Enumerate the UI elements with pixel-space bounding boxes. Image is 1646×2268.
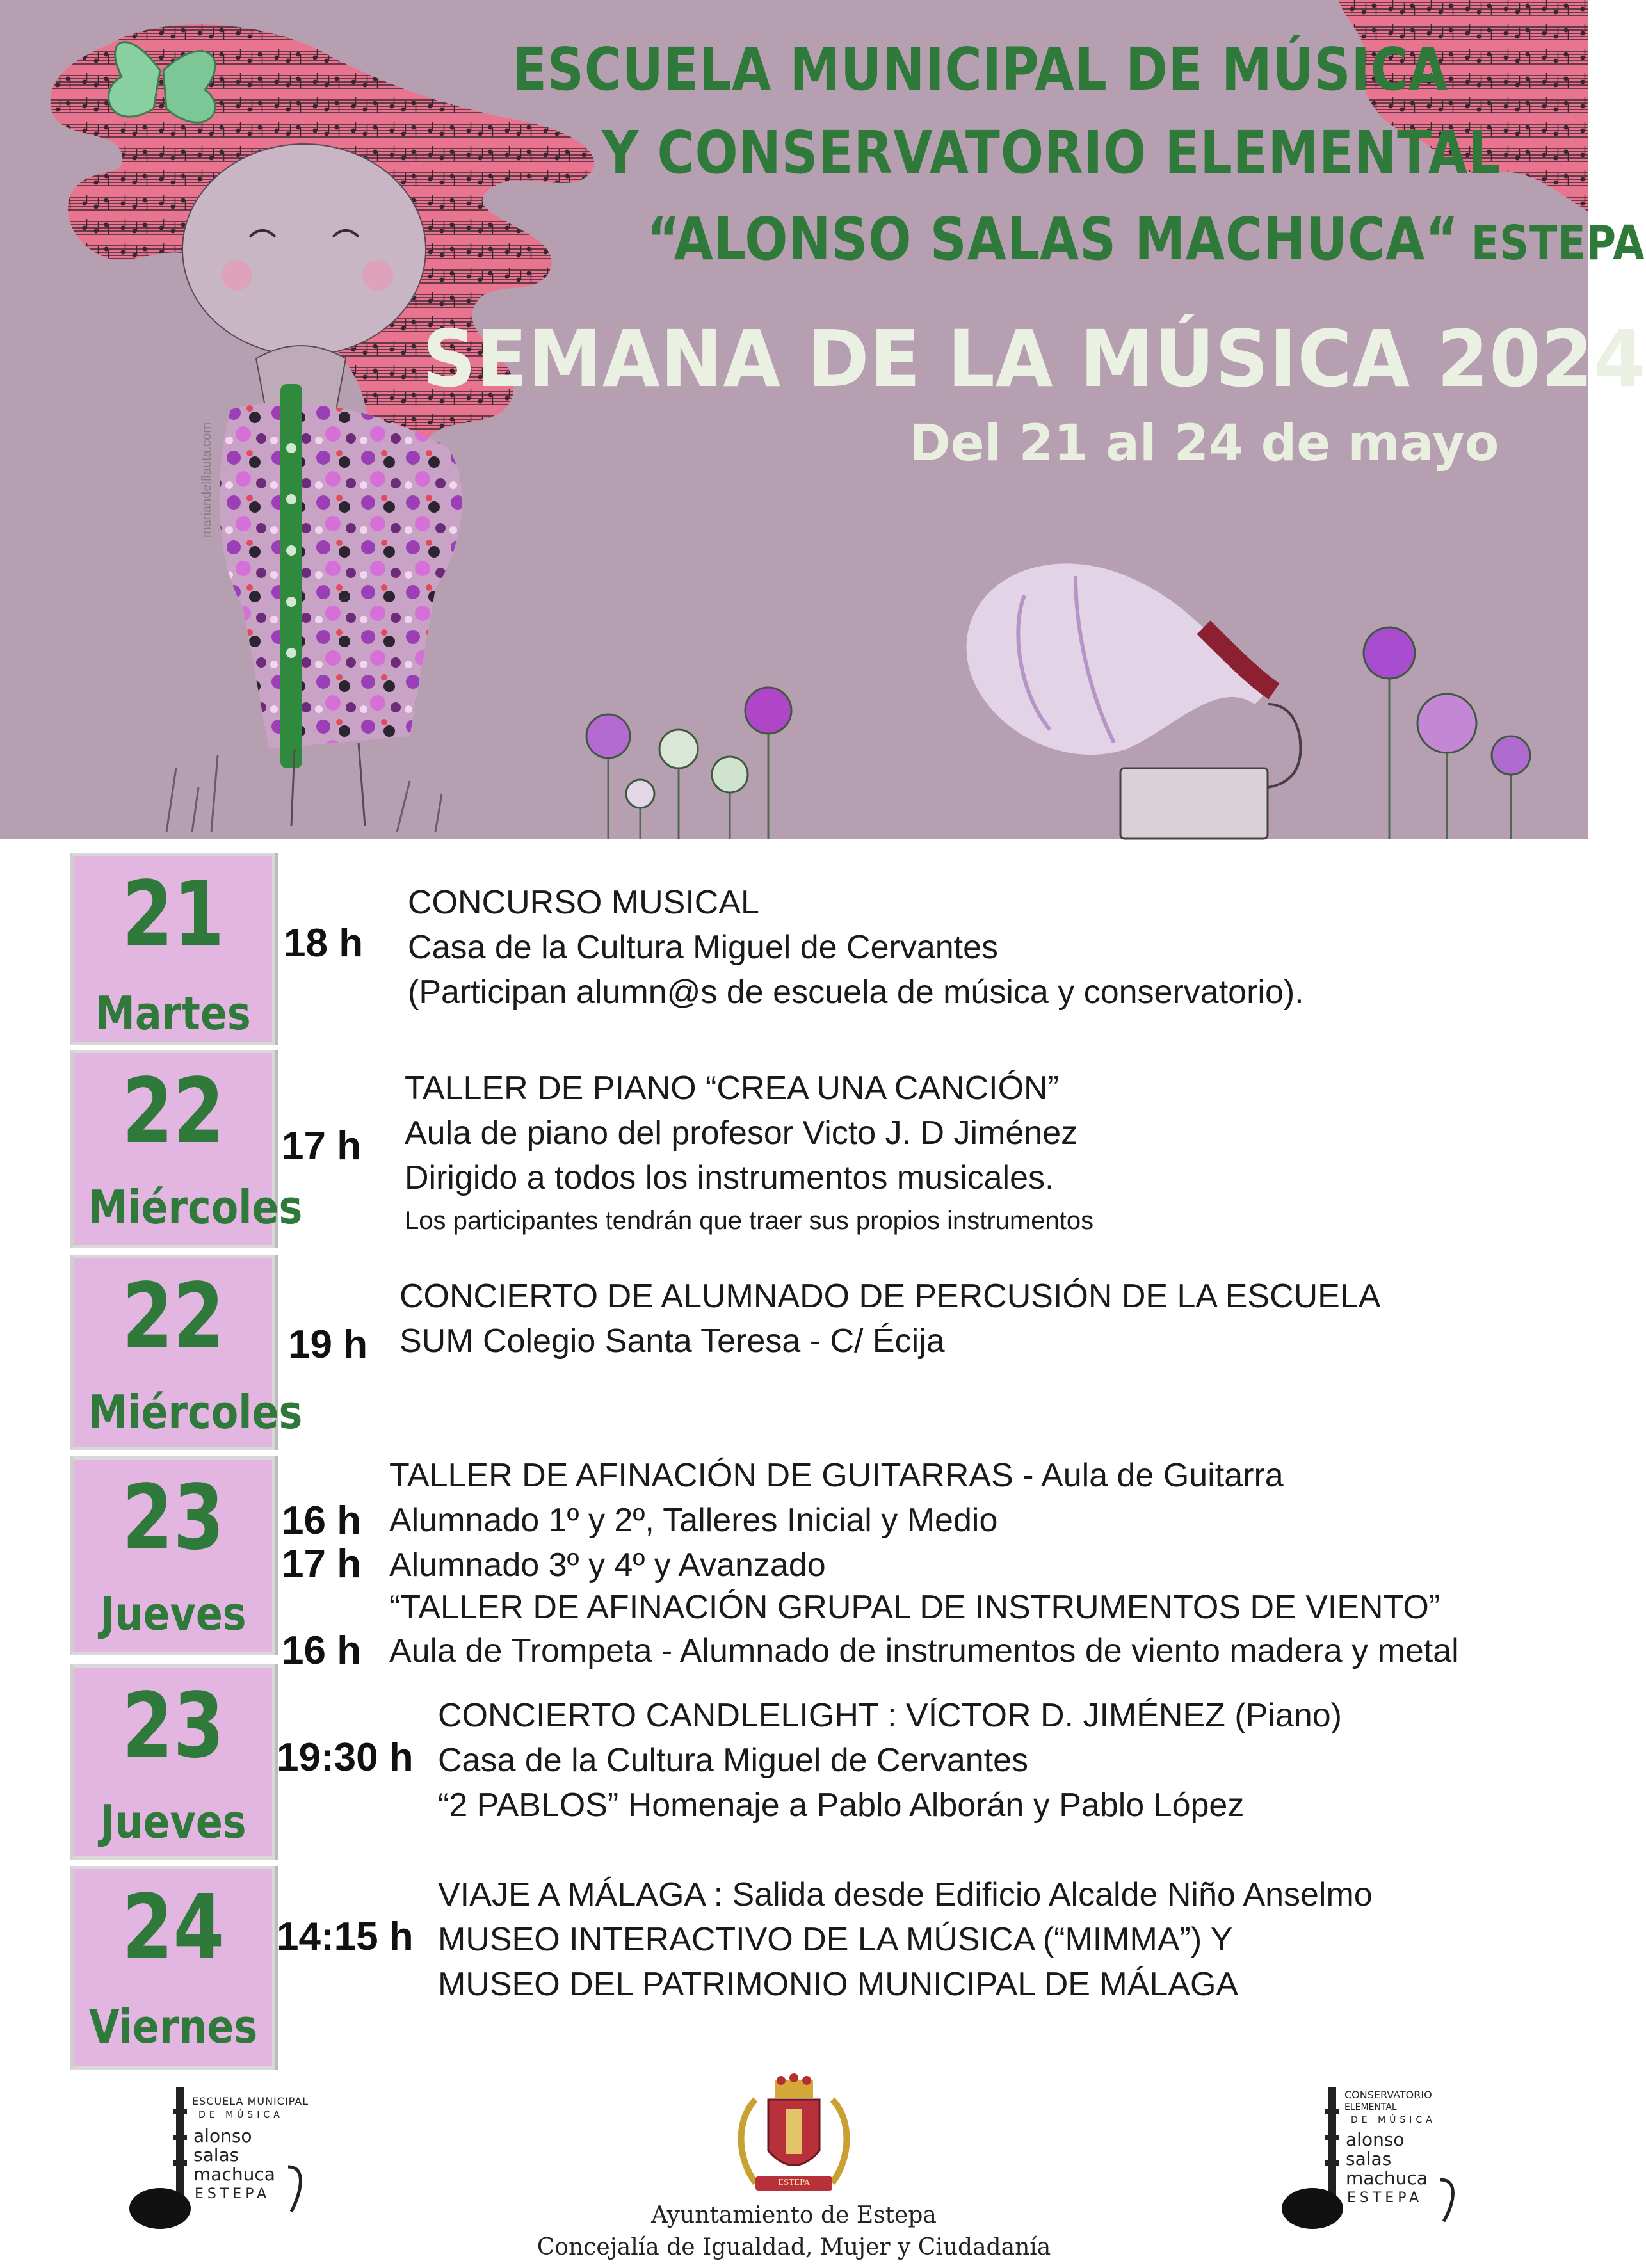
event-detail: MUSEO INTERACTIVO DE LA MÚSICA (“MIMMA”) Y <box>438 1921 1233 1958</box>
event-location: Aula de piano del profesor Victo J. D Jiménez <box>405 1114 1078 1152</box>
logo-line: alonso <box>1346 2129 1405 2150</box>
schedule-list <box>0 839 1588 2074</box>
department-name: Concejalía de Igualdad, Mujer y Ciudadanía <box>537 2234 1051 2260</box>
event-title: SEMANA DE LA MÚSICA 2024 <box>423 314 1646 405</box>
logo-line: DE MÚSICA <box>198 2110 284 2120</box>
event-time: 19:30 h <box>277 1735 414 1780</box>
date-box <box>70 1456 275 1655</box>
date-box <box>70 1866 275 2070</box>
event-detail: Aula de Trompeta - Alumnado de instrumentos de viento madera y metal <box>389 1632 1459 1669</box>
event-location: Casa de la Cultura Miguel de Cervantes <box>438 1742 1029 1779</box>
event-detail: Alumnado 3º y 4º y Avanzado <box>389 1547 826 1584</box>
logo-line: ESCUELA MUNICIPAL <box>192 2095 309 2107</box>
day-number: 22 <box>122 1264 225 1369</box>
event-note: Los participantes tendrán que traer sus propios instrumentos <box>405 1207 1094 1235</box>
event-detail: Dirigido a todos los instrumentos musicales. <box>405 1159 1054 1196</box>
event-time: 16 h <box>282 1629 362 1673</box>
event-title: CONCIERTO DE ALUMNADO DE PERCUSIÓN DE LA ESCUELA <box>399 1278 1381 1315</box>
logo-line: machuca <box>193 2164 275 2185</box>
logo-line: ESTEPA <box>1347 2190 1423 2206</box>
day-name: Martes <box>95 986 251 1040</box>
school-name-line1: ESCUELA MUNICIPAL DE MÚSICA <box>512 35 1448 104</box>
schedule-row <box>0 1255 1588 1453</box>
day-name: Miércoles <box>88 1180 303 1234</box>
event-location: Casa de la Cultura Miguel de Cervantes <box>408 929 999 966</box>
date-box <box>70 1664 275 1860</box>
school-location: ESTEPA <box>1471 216 1645 271</box>
event-time: 17 h <box>282 1124 362 1168</box>
schedule-row <box>0 839 1588 1050</box>
event-time: 17 h <box>282 1542 362 1586</box>
day-name: Jueves <box>100 1795 246 1849</box>
school-name-line2: Y CONSERVATORIO ELEMENTAL <box>602 118 1501 187</box>
event-title: CONCURSO MUSICAL <box>408 884 759 921</box>
logo-line: ELEMENTAL <box>1344 2102 1397 2112</box>
event-title: “TALLER DE AFINACIÓN GRUPAL DE INSTRUMENTOS DE VIENTO” <box>389 1589 1440 1626</box>
event-dates: Del 21 al 24 de mayo <box>909 415 1499 472</box>
date-box <box>70 853 275 1045</box>
day-number: 21 <box>122 862 225 967</box>
poster-header <box>0 0 1646 839</box>
schedule-row <box>0 1050 1588 1251</box>
day-number: 24 <box>122 1876 225 1980</box>
event-time: 18 h <box>284 921 364 965</box>
event-detail: “2 PABLOS” Homenaje a Pablo Alborán y Pablo López <box>438 1787 1245 1824</box>
logo-line: ESTEPA <box>195 2186 271 2202</box>
crest-scroll-label: ESTEPA <box>778 2178 810 2187</box>
conservatory-logo-right <box>1280 2084 1473 2237</box>
event-title: TALLER DE AFINACIÓN DE GUITARRAS - Aula de Guitarra <box>389 1457 1284 1494</box>
logo-line: salas <box>1346 2148 1392 2169</box>
event-detail: Alumnado 1º y 2º, Talleres Inicial y Medio <box>389 1502 998 1539</box>
illustration-credit: mariandelflauta.com <box>200 422 214 538</box>
logo-line: salas <box>193 2144 239 2166</box>
event-title: TALLER DE PIANO “CREA UNA CANCIÓN” <box>405 1070 1059 1107</box>
school-name-line3 <box>647 205 1645 273</box>
flower-decoration-right <box>1364 627 1530 839</box>
day-number: 22 <box>122 1059 225 1164</box>
day-number: 23 <box>122 1466 225 1570</box>
logo-line: CONSERVATORIO <box>1344 2089 1432 2101</box>
date-box <box>70 1050 303 1248</box>
city-council-name: Ayuntamiento de Estepa <box>651 2202 937 2228</box>
day-name: Viernes <box>88 2000 258 2054</box>
logo-line: alonso <box>193 2125 252 2146</box>
day-name: Miércoles <box>88 1385 303 1439</box>
event-time: 16 h <box>282 1499 362 1543</box>
schedule-row <box>0 1456 1588 1673</box>
event-location: SUM Colegio Santa Teresa - C/ Écija <box>399 1323 945 1360</box>
event-detail: MUSEO DEL PATRIMONIO MUNICIPAL DE MÁLAGA <box>438 1966 1239 2003</box>
logo-line: DE MÚSICA <box>1351 2115 1436 2125</box>
schedule-row <box>0 1866 1588 2071</box>
schedule-row <box>0 1664 1588 1863</box>
event-title: VIAJE A MÁLAGA : Salida desde Edificio Alcalde Niño Anselmo <box>438 1876 1373 1913</box>
day-number: 23 <box>122 1674 225 1778</box>
logo-line: machuca <box>1346 2167 1428 2189</box>
poster-footer <box>0 2074 1588 2268</box>
event-time: 19 h <box>288 1323 368 1367</box>
school-logo-left <box>128 2084 320 2237</box>
school-name-alonso: “ALONSO SALAS MACHUCA“ <box>647 205 1460 273</box>
date-box <box>70 1255 303 1450</box>
event-time: 14:15 h <box>277 1915 414 1959</box>
flower-decoration-left <box>586 688 791 839</box>
day-name: Jueves <box>100 1587 246 1641</box>
event-detail: (Participan alumn@s de escuela de música y conservatorio). <box>408 974 1304 1011</box>
event-title: CONCIERTO CANDLELIGHT : VÍCTOR D. JIMÉNEZ (Piano) <box>438 1697 1342 1734</box>
